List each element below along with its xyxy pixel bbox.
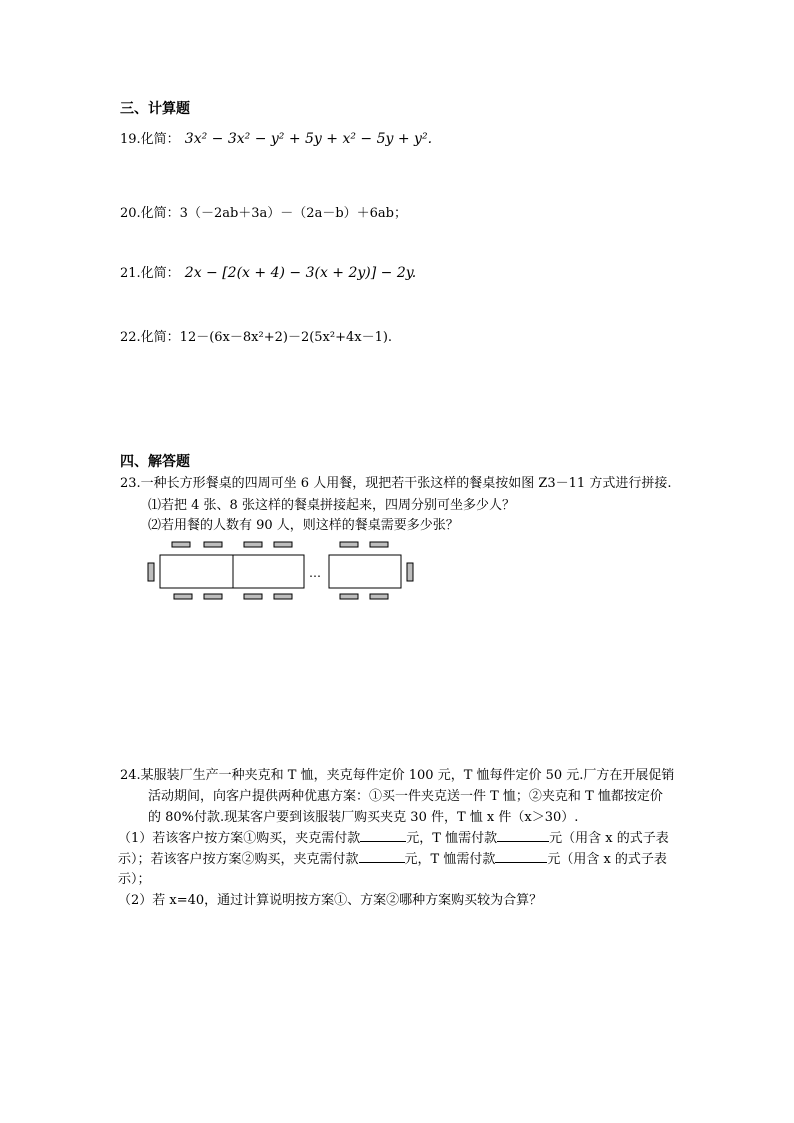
question-22: 22.化简：12－(6x－8x²+2)－2(5x²+4x－1). <box>120 330 393 345</box>
chair-top-1 <box>172 542 190 547</box>
chair-bottom-1 <box>174 594 192 599</box>
part-1-text-d: 示）；若该客户按方案②购买，夹克需付款 <box>118 852 359 867</box>
part-1-text-e: 元，T 恤需付款 <box>404 852 496 867</box>
question-19-expression: 3x² − 3x² − y² + 5y + x² − 5y + y². <box>184 131 433 147</box>
question-24-line-2: 活动期间，向客户提供两种优惠方案：①买一件夹克送一件 T 恤；②夹克和 T 恤都按定价 <box>148 789 663 804</box>
question-21 <box>120 262 416 281</box>
answer-blank-4[interactable] <box>495 850 547 863</box>
chair-bottom-3 <box>244 594 262 599</box>
question-19-label: 19.化简： <box>120 132 180 147</box>
answer-blank-1[interactable] <box>360 829 406 842</box>
figure-ellipsis: … <box>309 566 321 580</box>
question-23-line-1: 23.一种长方形餐桌的四周可坐 6 人用餐，现把若干张这样的餐桌按如图 Z3－11 方式进行拼接. <box>120 476 672 491</box>
chair-top-3 <box>244 542 262 547</box>
chair-bottom-5 <box>340 594 358 599</box>
question-21-expression: 2x − [2(x + 4) − 3(x + 2y)] − 2y. <box>184 265 417 281</box>
part-1-text-a: （1）若该客户按方案①购买，夹克需付款 <box>118 831 361 846</box>
dining-table-3 <box>329 555 401 588</box>
question-24-part-1-line-1 <box>118 827 669 846</box>
chair-left <box>148 563 154 581</box>
answer-blank-3[interactable] <box>359 850 405 863</box>
dining-table-1 <box>160 555 233 588</box>
question-24-part-1-line-3: 示）； <box>118 872 151 887</box>
chair-top-2 <box>204 542 222 547</box>
part-1-text-b: 元，T 恤需付款 <box>406 831 498 846</box>
question-24-part-1-line-2 <box>118 848 667 867</box>
part-1-text-c: 元（用含 x 的式子表 <box>549 831 669 846</box>
question-19 <box>120 128 432 147</box>
section-four-heading: 四、解答题 <box>120 454 190 470</box>
question-24-line-3: 的 80%付款.现某客户要到该服装厂购买夹克 30 件，T 恤 x 件（x＞30）. <box>148 810 579 825</box>
question-24-part-2: （2）若 x=40，通过计算说明按方案①、方案②哪种方案购买较为合算？ <box>118 893 543 908</box>
answer-blank-2[interactable] <box>497 829 549 842</box>
chair-bottom-4 <box>274 594 292 599</box>
dining-table-2 <box>233 555 304 588</box>
chair-top-4 <box>274 542 292 547</box>
chair-bottom-2 <box>204 594 222 599</box>
table-arrangement-figure <box>140 536 420 604</box>
chair-top-5 <box>340 542 358 547</box>
question-24-line-1: 24.某服装厂生产一种夹克和 T 恤，夹克每件定价 100 元，T 恤每件定价 50 元.厂方在开展促销 <box>120 768 675 783</box>
section-three-heading: 三、计算题 <box>120 101 190 117</box>
part-1-text-f: 元（用含 x 的式子表 <box>547 852 667 867</box>
chair-right <box>407 563 413 581</box>
chair-top-6 <box>370 542 388 547</box>
question-20: 20.化简：3（－2ab＋3a）－（2a－b）＋6ab； <box>120 206 407 221</box>
chair-bottom-6 <box>370 594 388 599</box>
question-23-line-3: ⑵若用餐的人数有 90 人，则这样的餐桌需要多少张？ <box>148 518 459 533</box>
question-23-line-2: ⑴若把 4 张、8 张这样的餐桌拼接起来，四周分别可坐多少人？ <box>148 498 515 513</box>
question-21-label: 21.化简： <box>120 266 180 281</box>
